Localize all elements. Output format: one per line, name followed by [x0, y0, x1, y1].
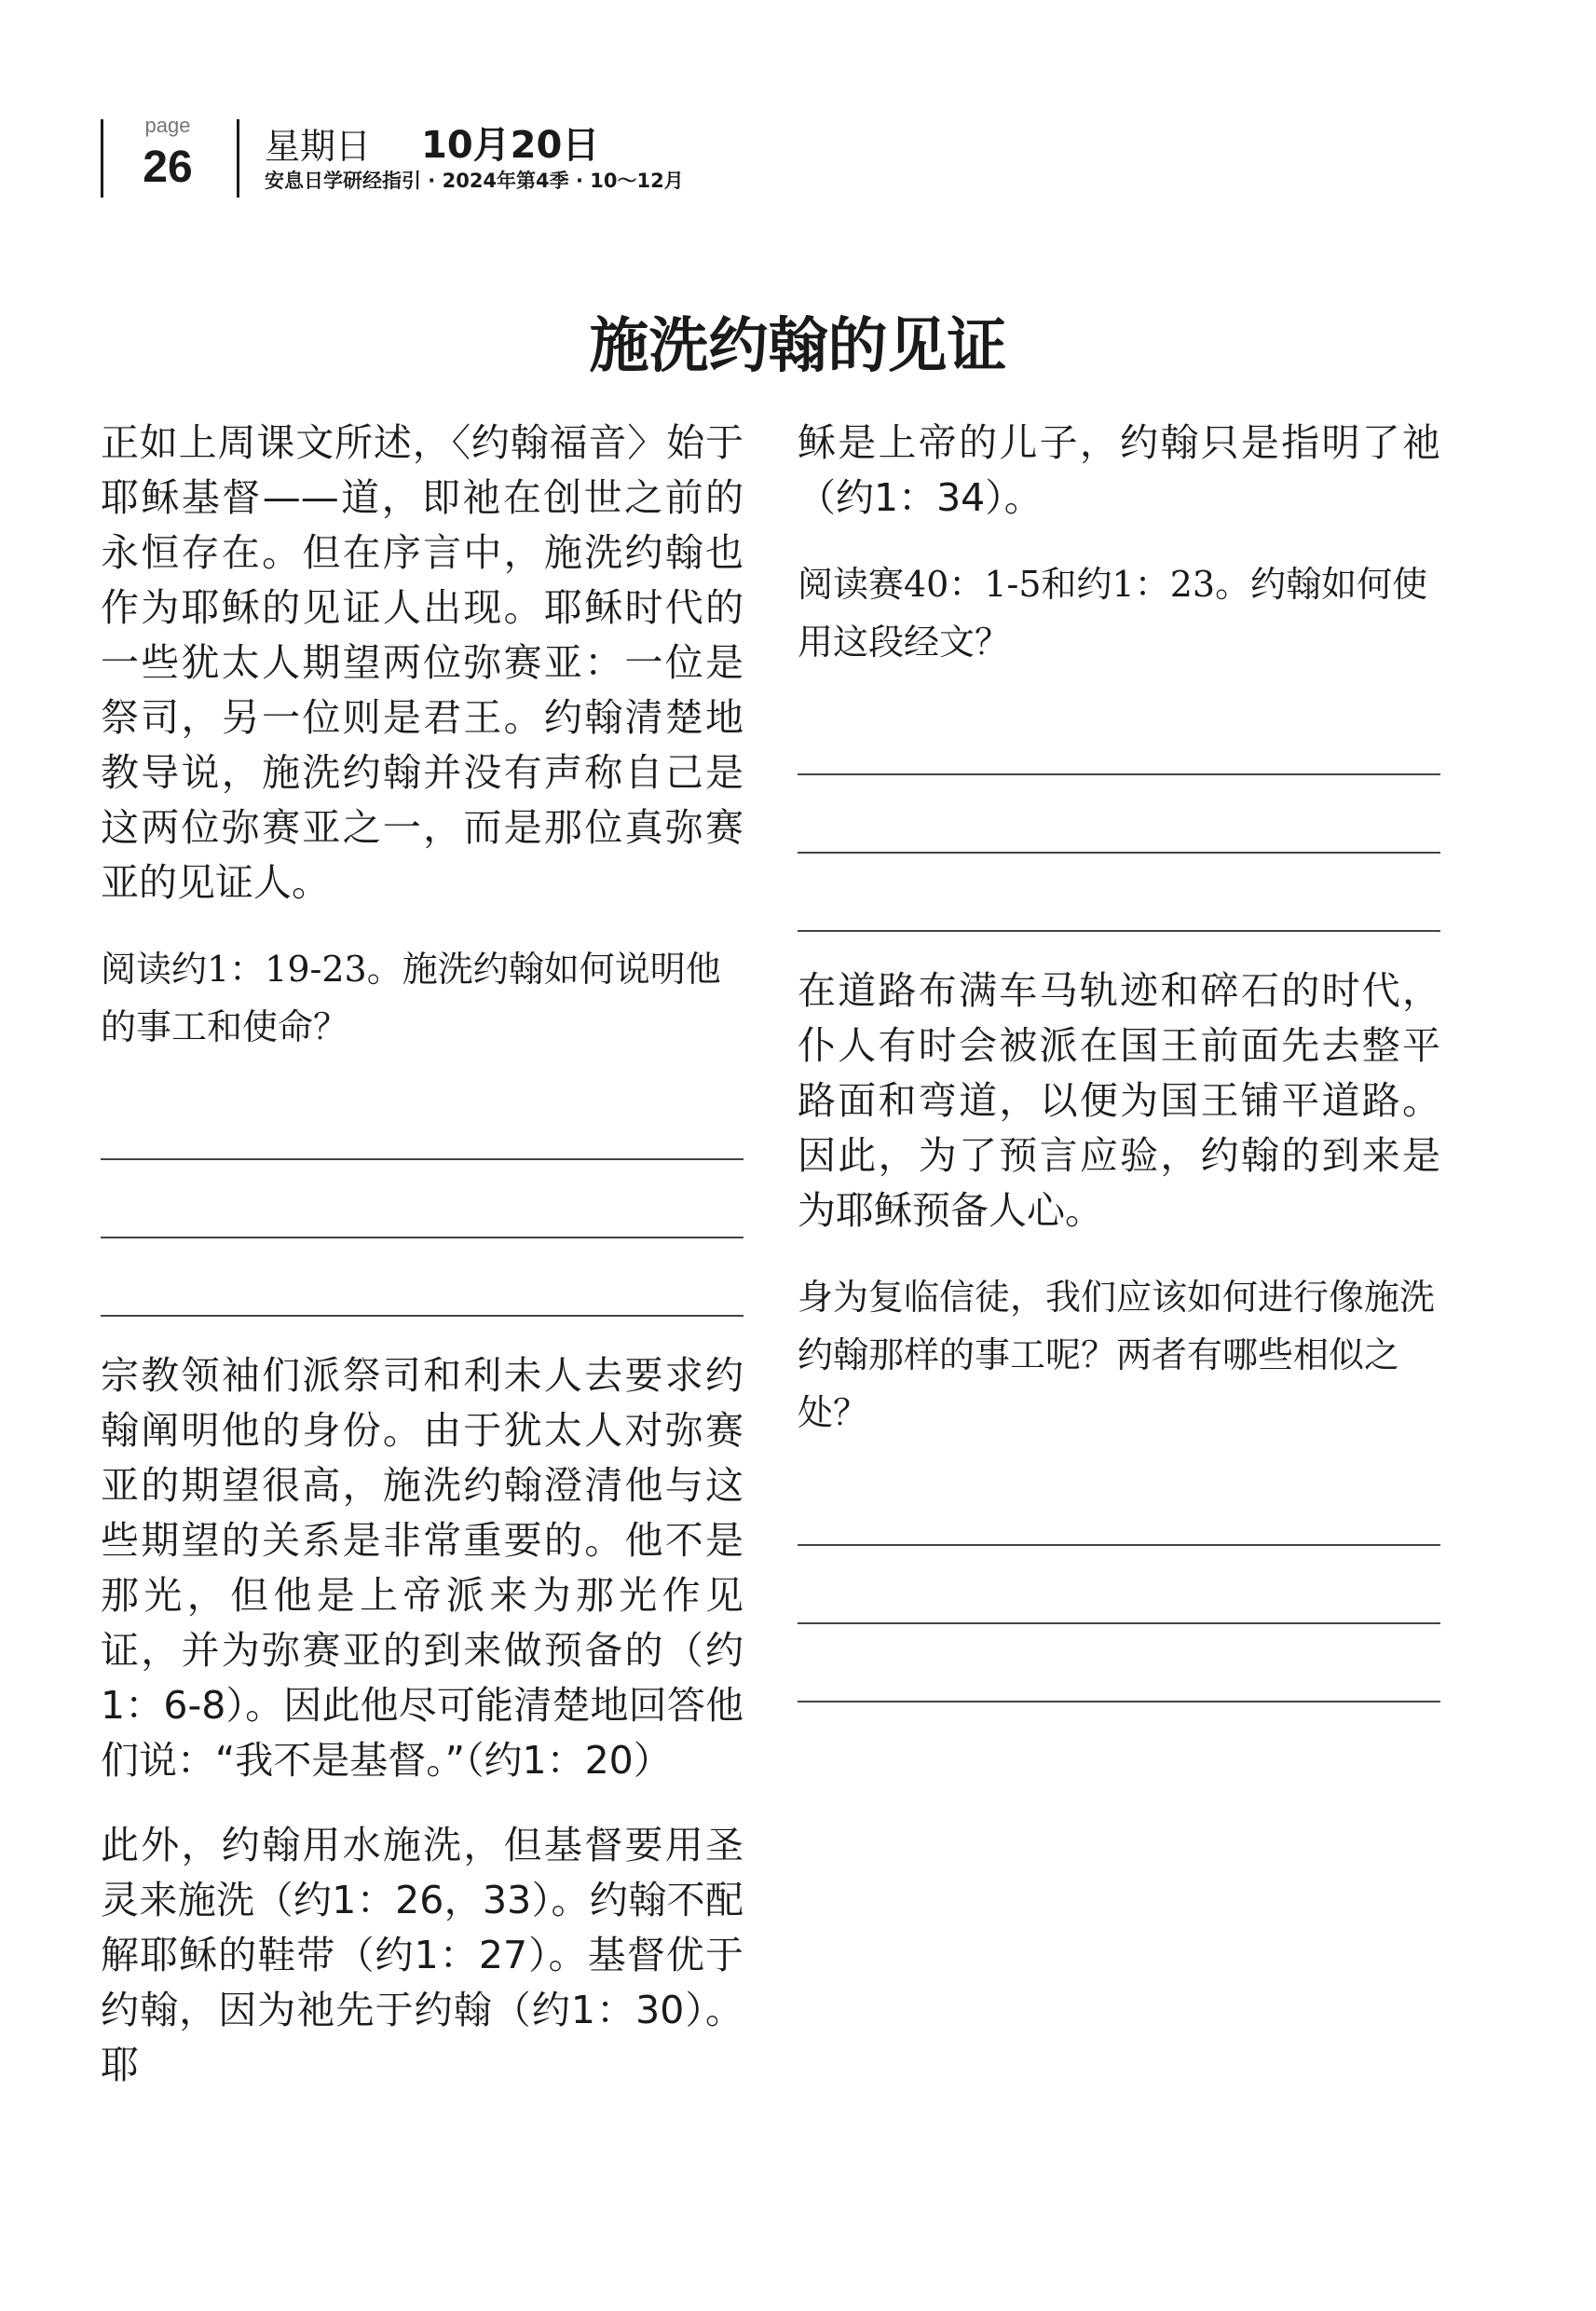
right-column [798, 416, 1440, 1734]
answer-lines [101, 1082, 743, 1317]
left-column [101, 416, 743, 2123]
header-rule-left [101, 119, 103, 198]
answer-line [798, 854, 1440, 932]
answer-line [101, 1238, 743, 1317]
day-of-week: 星期日 [265, 126, 372, 167]
page-label: page [144, 114, 191, 137]
answer-line [101, 1160, 743, 1238]
answer-line [798, 1546, 1440, 1624]
lesson-date: 10月20日 [421, 124, 600, 167]
answer-line [798, 697, 1440, 775]
paragraph: 稣是上帝的儿子，约翰只是指明了祂（约1：34）。 [798, 420, 1440, 520]
page-number: 26 [143, 143, 193, 192]
page-title: 施洗约翰的见证 [589, 311, 1007, 381]
paragraph: 此外，约翰用水施洗，但基督要用圣灵来施洗（约1：26，33）。约翰不配解耶稣的鞋带（约1：27）。基督优于约翰，因为祂先于约翰（约1：30）。耶 [101, 1823, 743, 2087]
study-question: 身为复临信徒，我们应该如何进行像施洗约翰那样的事工呢？两者有哪些相似之处？ [798, 1277, 1436, 1433]
answer-line [101, 1082, 743, 1160]
study-question: 阅读约1：19-23。施洗约翰如何说明他的事工和使命？ [101, 949, 721, 1047]
paragraph: 宗教领袖们派祭司和利未人去要求约翰阐明他的身份。由于犹太人对弥赛亚的期望很高，施洗约翰澄清他与这些期望的关系是非常重要的。他不是那光，但他是上帝派来为那光作见证，并为弥赛亚的到来做预备的（约1：6-8）。因此他尽可能清楚地回答他们说：“我不是基督。”（约1：20） [101, 1353, 743, 1783]
study-question: 阅读赛40：1-5和约1：23。约翰如何使用这段经文？ [798, 564, 1428, 663]
header-rule-right [237, 119, 239, 198]
answer-lines [798, 1468, 1440, 1702]
paragraph: 在道路布满车马轨迹和碎石的时代，仆人有时会被派在国王前面先去整平路面和弯道，以便为国王铺平道路。因此，为了预言应验，约翰的到来是为耶稣预备人心。 [798, 968, 1440, 1233]
answer-lines [798, 697, 1440, 932]
answer-line [798, 775, 1440, 854]
answer-line [798, 1468, 1440, 1546]
answer-line [798, 1624, 1440, 1702]
publication-subtitle: 安息日学研经指引 · 2024年第4季 · 10～12月 [265, 170, 684, 192]
paragraph: 正如上周课文所述，〈约翰福音〉始于耶稣基督——道，即祂在创世之前的永恒存在。但在序言中，施洗约翰也作为耶稣的见证人出现。耶稣时代的一些犹太人期望两位弥赛亚：一位是祭司，另一位则是君王。约翰清楚地教导说，施洗约翰并没有声称自己是这两位弥赛亚之一，而是那位真弥赛亚的见证人。 [101, 420, 743, 905]
